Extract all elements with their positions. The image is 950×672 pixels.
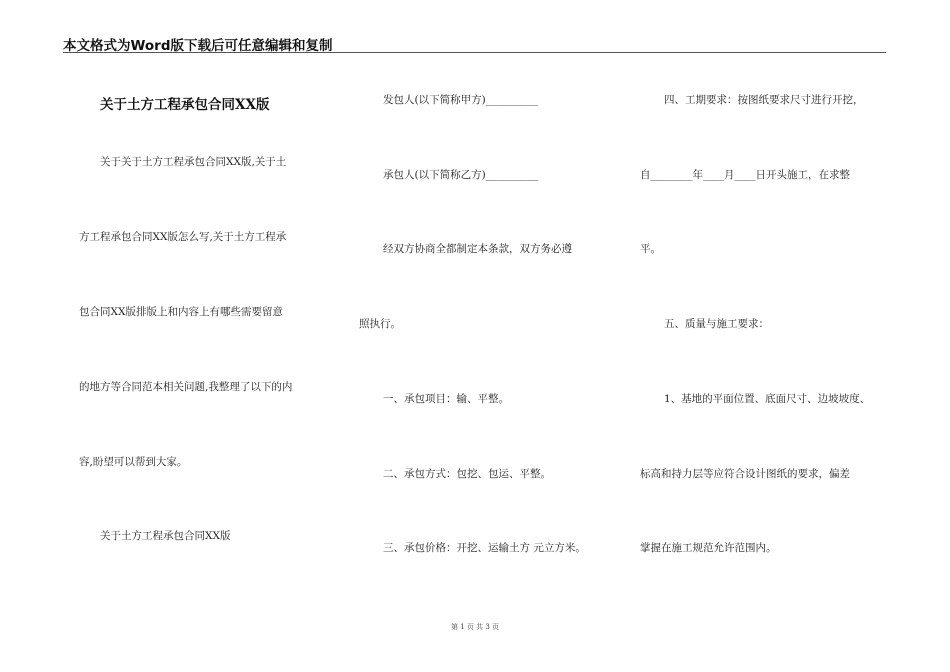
paragraph-line: 四、工期要求：按图纸要求尺寸进行开挖， — [664, 94, 864, 106]
page-number: 第 1 页 共 3 页 — [450, 623, 500, 631]
header-divider — [63, 52, 886, 53]
paragraph-line: 平。 — [640, 243, 661, 255]
paragraph-line: 容,盼望可以帮到大家。 — [79, 456, 188, 468]
paragraph-line: 三、承包价格：开挖、运输土方 元立方米。 — [383, 542, 586, 554]
paragraph-line: 1、基地的平面位置、底面尺寸、边坡坡度、 — [664, 393, 871, 405]
paragraph-line: 照执行。 — [359, 318, 401, 330]
paragraph-line: 掌握在施工规范允许范围内。 — [640, 542, 777, 554]
paragraph-line: 一、承包项目：输、平整。 — [383, 393, 509, 405]
section-heading: 五、质量与施工要求： — [664, 318, 769, 330]
paragraph-line: 经双方协商全都制定本条款，双方务必遵 — [383, 243, 572, 255]
document-title: 关于土方工程承包合同XX版 — [100, 97, 270, 113]
paragraph-line: 关于土方工程承包合同XX版 — [100, 530, 231, 542]
paragraph-line: 关于关于土方工程承包合同XX版,关于土 — [100, 156, 287, 168]
paragraph-line: 标高和持力层等应符合设计图纸的要求，偏差 — [640, 468, 850, 480]
paragraph-line: 二、承包方式：包挖、包运、平整。 — [383, 468, 551, 480]
paragraph-line: 包合同XX版排版上和内容上有哪些需要留意 — [79, 306, 283, 318]
paragraph-line: 自________年____月____日开头施工，在求整 — [640, 169, 850, 181]
paragraph-line: 发包人(以下简称甲方)__________ — [383, 94, 539, 106]
paragraph-line: 方工程承包合同XX版怎么写,关于土方工程承 — [79, 231, 287, 243]
paragraph-line: 承包人(以下简称乙方)__________ — [383, 169, 539, 181]
page-header-title: 本文格式为Word版下载后可任意编辑和复制 — [63, 38, 333, 54]
paragraph-line: 的地方等合同范本相关问题,我整理了以下的内 — [79, 381, 293, 393]
